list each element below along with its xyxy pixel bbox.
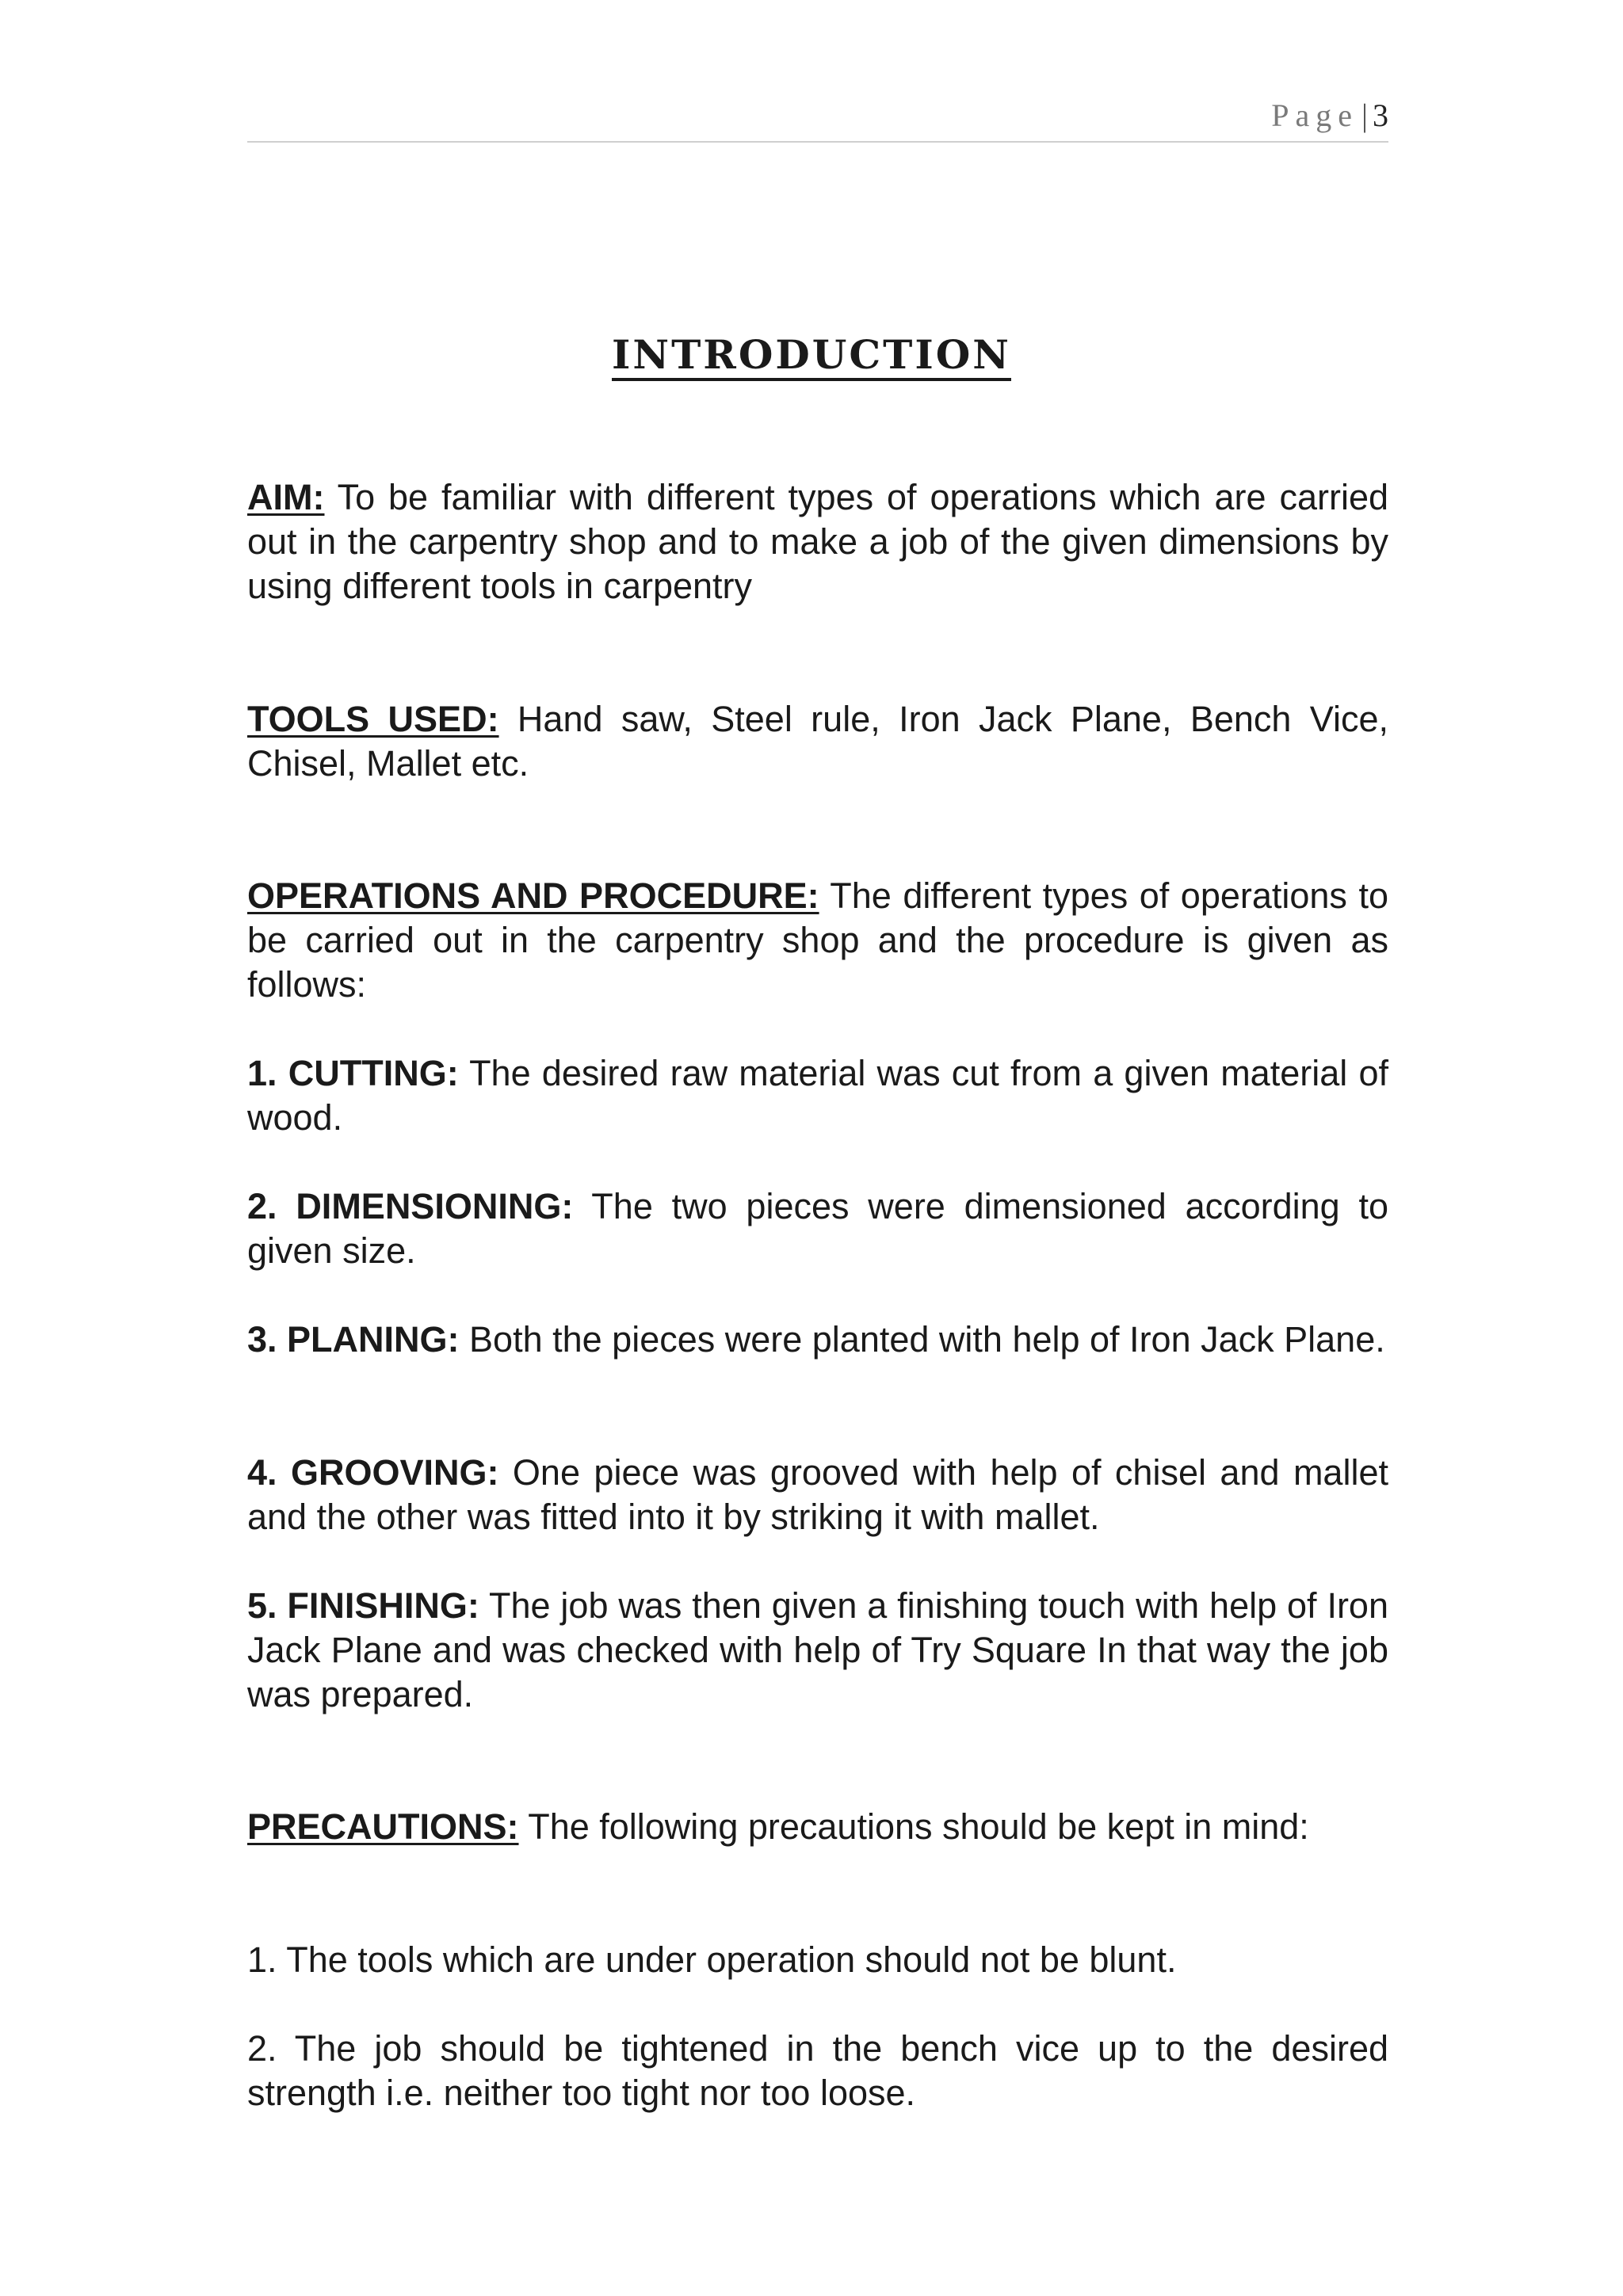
page-header [247, 97, 1388, 143]
page-label: Page [1271, 97, 1358, 133]
step-text: The desired raw material was cut from a given material of wood. [247, 1053, 1388, 1138]
step-label: 1. CUTTING: [247, 1053, 459, 1093]
operations-label: OPERATIONS AND PROCEDURE: [247, 875, 819, 916]
step-text: The job was then given a finishing touch with help of Iron Jack Plane and was checked with help of Try Square In that way the job was prepared. [247, 1585, 1388, 1714]
step-cutting [247, 1051, 1388, 1140]
step-text: One piece was grooved with help of chisel and mallet and the other was fitted into it by striking it with mallet. [247, 1452, 1388, 1537]
aim-label: AIM: [247, 477, 325, 517]
page-title [0, 331, 1623, 378]
aim-text: To be familiar with different types of operations which are carried out in the carpentry shop and to make a job of the given dimensions by using different tools in carpentry [247, 477, 1388, 606]
step-label: 4. GROOVING: [247, 1452, 499, 1493]
page-number-value: 3 [1373, 97, 1388, 133]
aim-paragraph [247, 475, 1388, 608]
precautions-text: The following precautions should be kept in mind: [518, 1806, 1309, 1847]
step-label: 2. DIMENSIONING: [247, 1186, 574, 1226]
operations-paragraph [247, 874, 1388, 1007]
page-title-text: INTRODUCTION [612, 331, 1011, 381]
step-planing [247, 1318, 1388, 1362]
page-separator: | [1361, 97, 1368, 133]
step-dimensioning [247, 1184, 1388, 1273]
precaution-item: 1. The tools which are under operation should not be blunt. [247, 1939, 1177, 1980]
tools-paragraph [247, 697, 1388, 786]
step-text: Both the pieces were planted with help of Iron Jack Plane. [459, 1319, 1385, 1360]
precautions-label: PRECAUTIONS: [247, 1806, 519, 1847]
tools-text: Hand saw, Steel rule, Iron Jack Plane, Bench Vice, Chisel, Mallet etc. [247, 699, 1388, 784]
step-text: The two pieces were dimensioned according to given size. [247, 1186, 1388, 1271]
precaution-item: 2. The job should be tightened in the bench vice up to the desired strength i.e. neither too tight nor too loose. [247, 2028, 1388, 2113]
operations-text: The different types of operations to be carried out in the carpentry shop and the procedure is given as follows: [247, 875, 1388, 1005]
precautions-paragraph [247, 1805, 1388, 1849]
tools-label: TOOLS USED: [247, 699, 499, 739]
step-label: 5. FINISHING: [247, 1585, 479, 1626]
step-label: 3. PLANING: [247, 1319, 460, 1360]
step-finishing [247, 1584, 1388, 1717]
page-number [1271, 97, 1388, 134]
step-grooving [247, 1451, 1388, 1539]
